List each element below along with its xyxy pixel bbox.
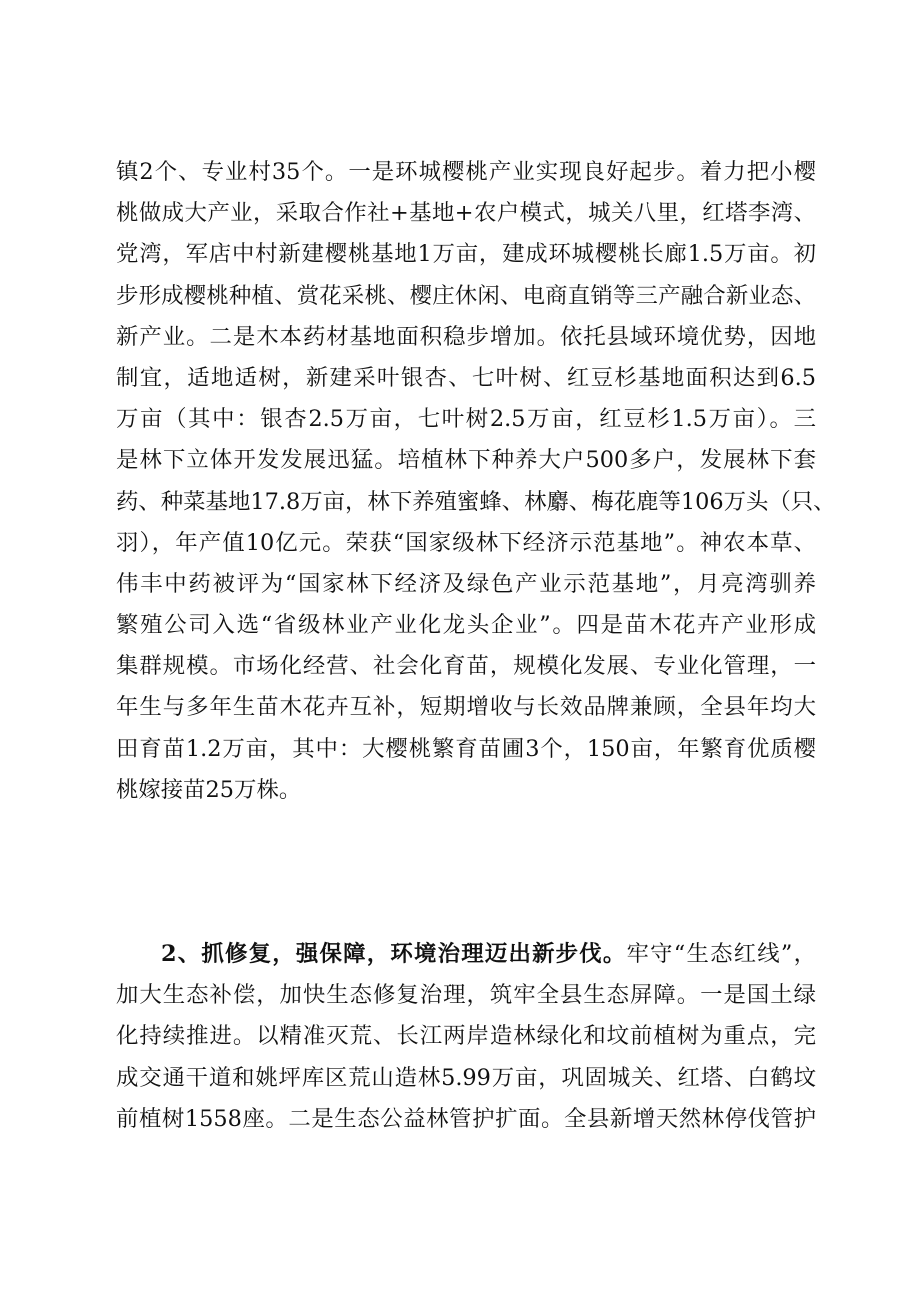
heading-line-rest: 牢守“生态红线”， <box>626 941 816 967</box>
text-line: 成交通干道和姚坪库区荒山造林5.99万亩，巩固城关、红塔、白鹤坟 <box>116 1064 816 1091</box>
text-line: 镇2个、专业村35个。一是环城樱桃产业实现良好起步。着力把小樱 <box>116 159 816 185</box>
text-line: 制宜，适地适树，新建采叶银杏、七叶树、红豆杉基地面积达到6.5 <box>116 364 816 391</box>
section-heading: 2、抓修复，强保障，环境治理迈出新步伐。 <box>161 941 627 967</box>
text-line: 是林下立体开发发展迅猛。培植林下种养大户500多户，发展林下套 <box>116 447 816 474</box>
text-line: 药、种菜基地17.8万亩，林下养殖蜜蜂、林麝、梅花鹿等106万头（只、 <box>116 488 836 515</box>
text-line: 步形成樱桃种植、赏花采桃、樱庄休闲、电商直销等三产融合新业态、 <box>116 282 816 309</box>
text-line: 伟丰中药被评为“国家林下经济及绿色产业示范基地”，月亮湾驯养 <box>116 570 816 597</box>
text-line: 新产业。二是木本药材基地面积稳步增加。依托县域环境优势，因地 <box>116 323 816 350</box>
text-line: 党湾，军店中村新建樱桃基地1万亩，建成环城樱桃长廊1.5万亩。初 <box>116 241 816 268</box>
paragraph-forestry-industry <box>116 152 836 811</box>
text-line: 羽），年产值10亿元。荣获“国家级林下经济示范基地”。神农本草、 <box>116 529 816 556</box>
text-line: 化持续推进。以精准灭荒、长江两岸造林绿化和坟前植树为重点，完 <box>116 1023 816 1050</box>
text-line: 桃做成大产业，采取合作社+基地+农户模式，城关八里，红塔李湾、 <box>116 200 816 227</box>
text-line: 加大生态补偿，加快生态修复治理，筑牢全县生态屏障。一是国土绿 <box>116 982 816 1009</box>
text-line: 年生与多年生苗木花卉互补，短期增收与长效品牌兼顾，全县年均大 <box>116 694 816 721</box>
text-line: 集群规模。市场化经营、社会化育苗，规模化发展、专业化管理，一 <box>116 653 816 680</box>
text-line: 繁殖公司入选“省级林业产业化龙头企业”。四是苗木花卉产业形成 <box>116 612 816 639</box>
text-line: 桃嫁接苗25万株。 <box>116 776 302 803</box>
text-line: 田育苗1.2万亩，其中：大樱桃繁育苗圃3个，150亩，年繁育优质樱 <box>116 735 816 762</box>
text-line: 万亩（其中：银杏2.5万亩，七叶树2.5万亩，红豆杉1.5万亩）。三 <box>116 406 816 433</box>
heading-line <box>116 934 816 975</box>
paragraph-environment-governance <box>116 934 816 1140</box>
text-line: 前植树1558座。二是生态公益林管护扩面。全县新增天然林停伐管护 <box>116 1105 816 1132</box>
